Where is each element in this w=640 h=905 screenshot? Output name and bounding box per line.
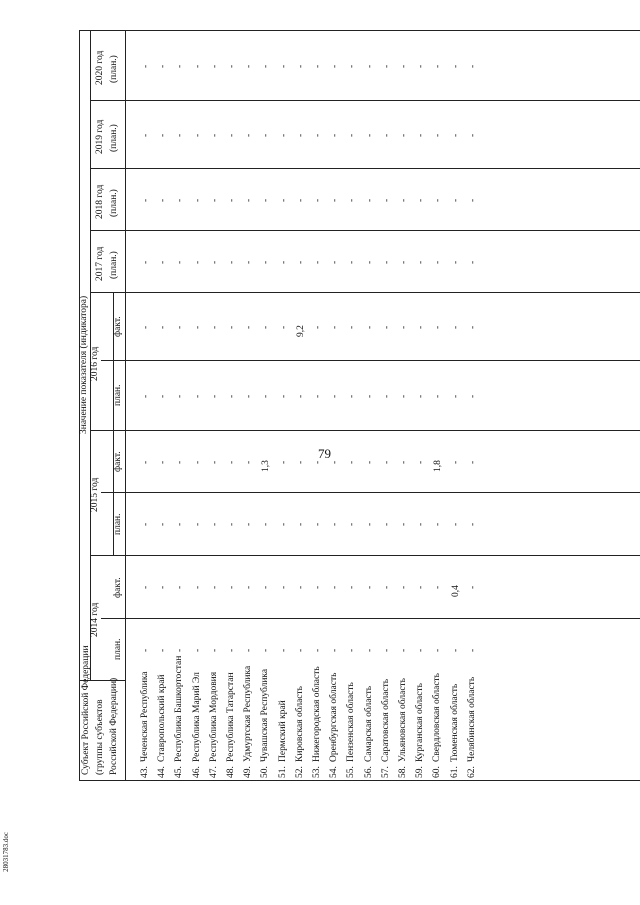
empty-value: - [261,133,272,137]
empty-value: - [330,325,341,329]
empty-value: - [244,394,255,398]
empty-value: - [330,522,341,526]
empty-value: - [330,460,341,464]
empty-value: - [227,460,237,464]
empty-value: - [467,585,478,589]
empty-value: - [381,325,392,329]
region-name: Оренбургская область [329,672,340,762]
year-subheader: (план.) [109,189,119,217]
empty-value: - [227,133,237,137]
empty-value: - [295,64,306,68]
year-header: 2019 год [95,119,105,154]
year-column-divider [90,100,640,101]
empty-value: - [347,648,358,652]
empty-value: - [192,394,203,398]
row-number: 53. [312,766,322,778]
year-header: 2018 год [95,184,105,219]
empty-value: - [261,648,272,652]
indicator-value: 1,8 [433,460,444,472]
empty-value: - [261,198,272,202]
row-number: 59. [415,766,426,778]
table-left-edge [79,780,640,781]
year-column-divider [90,292,640,293]
empty-value: - [433,585,444,589]
empty-value: - [175,198,186,202]
year-column-divider [90,430,640,431]
empty-value: - [261,325,272,329]
empty-value: - [261,64,272,68]
row-number: 48. [226,766,236,778]
empty-value: - [364,260,375,264]
empty-value: - [141,198,151,202]
empty-value: - [278,260,289,264]
empty-value: - [347,585,358,589]
empty-value: - [175,648,186,652]
empty-value: - [261,522,272,526]
empty-value: - [364,394,375,398]
empty-value: - [141,394,151,398]
empty-value: - [175,585,186,589]
empty-value: - [261,260,272,264]
empty-value: - [313,394,323,398]
empty-value: - [313,648,323,652]
empty-value: - [244,260,255,264]
empty-value: - [450,460,461,464]
empty-value: - [141,522,151,526]
plan-subheader: план. [113,638,123,660]
empty-value: - [313,133,323,137]
empty-value: - [295,394,306,398]
empty-value: - [158,325,169,329]
empty-value: - [467,133,478,137]
empty-value: - [158,133,169,137]
year-subheader: (план.) [109,55,119,83]
region-name: Свердловская область [432,672,443,762]
empty-value: - [347,64,358,68]
empty-value: - [433,522,444,526]
empty-value: - [141,260,151,264]
empty-value: - [278,394,289,398]
empty-value: - [399,522,409,526]
row-number: 50. [260,766,271,778]
empty-value: - [433,133,444,137]
year-header: 2014 год [90,602,100,637]
empty-value: - [192,585,203,589]
empty-value: - [209,260,220,264]
empty-value: - [467,198,478,202]
region-name: Нижегородская область [312,666,322,762]
empty-value: - [209,198,220,202]
region-name: Челябинская область [466,676,477,762]
empty-value: - [450,260,461,264]
region-name: Республика Марий Эл [191,672,202,762]
empty-value: - [364,133,375,137]
region-name: Кировская область [294,685,305,762]
empty-value: - [450,648,461,652]
empty-value: - [364,460,375,464]
empty-value: - [313,260,323,264]
empty-value: - [278,198,289,202]
region-name: Республика Мордовия [208,671,219,762]
empty-value: - [244,460,255,464]
plan-subheader: план. [113,384,123,406]
empty-value: - [244,64,255,68]
subject-header-line: Субъект Российской Федерации [81,645,91,775]
empty-value: - [381,522,392,526]
empty-value: - [433,325,444,329]
plan-fact-divider [101,360,640,361]
plan-fact-divider [101,618,640,619]
empty-value: - [433,198,444,202]
empty-value: - [313,325,323,329]
year-subheader: (план.) [109,251,119,279]
empty-value: - [416,460,427,464]
empty-value: - [381,460,392,464]
empty-value: - [450,522,461,526]
empty-value: - [192,64,203,68]
empty-value: - [416,133,427,137]
empty-value: - [381,648,392,652]
empty-value: - [158,585,169,589]
year-header: 2020 год [95,50,105,85]
fact-subheader: факт. [113,451,123,472]
empty-value: - [347,522,358,526]
empty-value: - [227,648,237,652]
empty-value: - [364,522,375,526]
empty-value: - [175,133,186,137]
empty-value: - [141,133,151,137]
empty-value: - [295,522,306,526]
table-right-edge [79,30,640,31]
empty-value: - [399,394,409,398]
empty-value: - [347,260,358,264]
fact-subheader: факт. [113,576,123,598]
empty-value: - [295,198,306,202]
empty-value: - [433,260,444,264]
empty-value: - [450,133,461,137]
empty-value: - [347,394,358,398]
row-number: 56. [363,766,374,778]
empty-value: - [330,198,341,202]
empty-value: - [141,325,151,329]
empty-value: - [330,64,341,68]
empty-value: - [467,460,478,464]
subject-header-line: Российской Федерации) [109,677,119,775]
row-number: 55. [346,766,357,778]
document-footer: 28031783.doc [2,832,10,872]
empty-value: - [467,325,478,329]
region-name: Ульяновская область [398,677,408,762]
year-header: 2016 год [90,346,100,381]
empty-value: - [433,648,444,652]
empty-value: - [364,585,375,589]
empty-value: - [330,394,341,398]
empty-value: - [209,64,220,68]
header-divider [125,30,126,780]
empty-value: - [295,648,306,652]
empty-value: - [399,460,409,464]
empty-value: - [278,325,289,329]
row-number: 54. [329,766,340,778]
empty-value: - [175,394,186,398]
empty-value: - [278,648,289,652]
empty-value: - [244,325,255,329]
empty-value: - [347,133,358,137]
year-column-divider [90,168,640,169]
year-column-divider [90,555,640,556]
empty-value: - [141,460,151,464]
empty-value: - [192,522,203,526]
empty-value: - [347,198,358,202]
empty-value: - [192,260,203,264]
row-number: 45. [174,766,185,778]
region-name: Республика Татарстан [226,672,236,762]
row-number: 61. [449,766,460,778]
region-name: Пензенская область [346,682,357,762]
empty-value: - [450,64,461,68]
empty-value: - [175,325,186,329]
year-header: 2017 год [95,246,105,281]
empty-value: - [416,585,427,589]
indicator-group-header: Значение показателя (индикатора) [79,295,89,434]
indicator-value: 9,2 [295,325,306,337]
empty-value: - [261,585,272,589]
page-number: 79 [318,446,331,461]
row-number: 60. [432,766,443,778]
empty-value: - [192,133,203,137]
row-number: 57. [380,766,391,778]
empty-value: - [347,460,358,464]
empty-value: - [399,585,409,589]
empty-value: - [244,133,255,137]
plan-subheader: план. [113,512,123,535]
empty-value: - [381,260,392,264]
empty-value: - [381,394,392,398]
indicator-value: 1,3 [261,460,272,472]
empty-value: - [467,522,478,526]
empty-value: - [399,64,409,68]
empty-value: - [399,133,409,137]
empty-value: - [347,325,358,329]
empty-value: - [416,198,427,202]
year-column-divider [90,230,640,231]
empty-value: - [192,460,203,464]
empty-value: - [381,585,392,589]
empty-value: - [227,394,237,398]
empty-value: - [450,198,461,202]
row-number: 47. [208,766,219,778]
empty-value: - [416,394,427,398]
row-number: 49. [243,766,254,778]
empty-value: - [158,522,169,526]
empty-value: - [313,198,323,202]
empty-value: - [192,198,203,202]
empty-value: - [175,522,186,526]
empty-value: - [209,648,220,652]
empty-value: - [313,522,323,526]
empty-value: - [158,198,169,202]
empty-value: - [244,648,255,652]
empty-value: - [313,64,323,68]
region-name: Самарская область [363,685,374,762]
empty-value: - [278,460,289,464]
empty-value: - [227,585,237,589]
empty-value: - [209,460,220,464]
empty-value: - [175,64,186,68]
region-name: Ставропольский край [157,674,168,762]
empty-value: - [416,260,427,264]
empty-value: - [141,64,151,68]
empty-value: - [261,394,272,398]
empty-value: - [416,325,427,329]
year-header: 2015 год [90,477,100,512]
empty-value: - [158,64,169,68]
row-number: 62. [466,766,477,778]
empty-value: - [433,394,444,398]
indicator-value: 0,4 [450,585,461,597]
empty-value: - [295,260,306,264]
region-name: Саратовская область [380,678,391,762]
empty-value: - [313,585,323,589]
subject-header-line: (группы субъектов [95,699,105,775]
empty-value: - [295,133,306,137]
empty-value: - [209,585,220,589]
empty-value: - [141,585,151,589]
empty-value: - [364,198,375,202]
year-subheader: (план.) [109,124,119,152]
empty-value: - [244,585,255,589]
empty-value: - [330,648,341,652]
empty-value: - [364,64,375,68]
region-name: Чеченская Республика [140,671,150,762]
region-name: Удмуртская Республика [243,665,254,762]
empty-value: - [209,133,220,137]
empty-value: - [330,260,341,264]
empty-value: - [158,260,169,264]
empty-value: - [158,460,169,464]
fact-subheader: факт. [113,316,123,337]
empty-value: - [416,64,427,68]
plan-fact-divider [101,492,640,493]
empty-value: - [295,585,306,589]
empty-value: - [467,648,478,652]
empty-value: - [450,394,461,398]
empty-value: - [330,585,341,589]
row-number: 43. [140,766,150,778]
empty-value: - [278,522,289,526]
empty-value: - [227,260,237,264]
empty-value: - [244,198,255,202]
empty-value: - [467,64,478,68]
empty-value: - [399,198,409,202]
empty-value: - [467,260,478,264]
empty-value: - [227,522,237,526]
empty-value: - [399,260,409,264]
empty-value: - [278,64,289,68]
empty-value: - [416,522,427,526]
empty-value: - [227,325,237,329]
row-number: 44. [157,766,168,778]
empty-value: - [416,648,427,652]
empty-value: - [192,648,203,652]
empty-value: - [278,133,289,137]
empty-value: - [330,133,341,137]
empty-value: - [227,198,237,202]
empty-value: - [209,522,220,526]
region-name: Тюменская область [449,683,460,762]
region-name: Пермский край [277,700,288,762]
empty-value: - [227,64,237,68]
empty-value: - [364,325,375,329]
empty-value: - [467,394,478,398]
row-number: 58. [398,766,408,778]
empty-value: - [450,325,461,329]
empty-value: - [399,648,409,652]
empty-value: - [141,648,151,652]
empty-value: - [278,585,289,589]
empty-value: - [175,260,186,264]
empty-value: - [295,460,306,464]
region-name: Республика Башкортостан [174,655,185,762]
empty-value: - [364,648,375,652]
empty-value: - [399,325,409,329]
empty-value: - [175,460,186,464]
row-number: 51. [277,766,288,778]
region-name: Курганская область [415,683,426,762]
empty-value: - [381,64,392,68]
empty-value: - [209,325,220,329]
empty-value: - [313,460,323,464]
empty-value: - [158,648,169,652]
empty-value: - [158,394,169,398]
empty-value: - [192,325,203,329]
region-name: Чувашская Республика [260,668,271,762]
empty-value: - [433,64,444,68]
row-number: 52. [294,766,305,778]
empty-value: - [209,394,220,398]
empty-value: - [381,198,392,202]
empty-value: - [244,522,255,526]
empty-value: - [381,133,392,137]
row-number: 46. [191,766,202,778]
